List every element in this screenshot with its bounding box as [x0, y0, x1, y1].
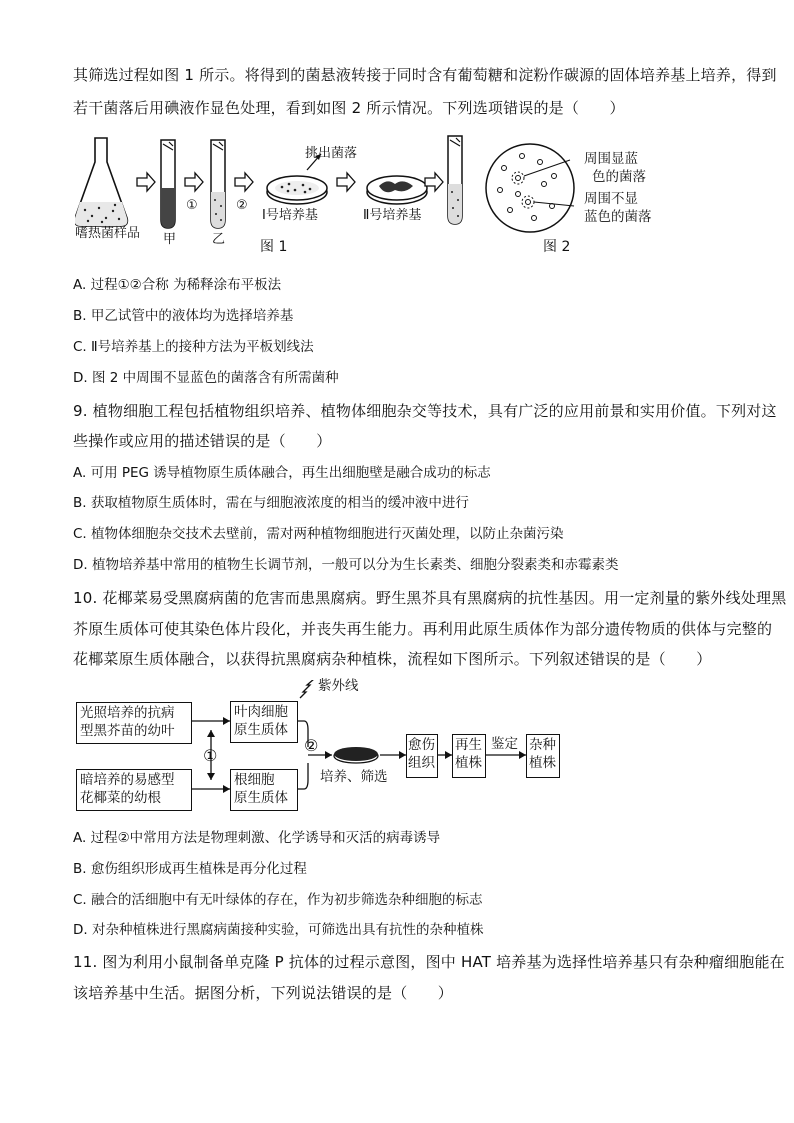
q9-option-a: A. 可用 PEG 诱导植物原生质体融合，再生出细胞壁是融合成功的标志	[73, 465, 491, 481]
flow-box-black-mustard-leaf	[76, 702, 192, 744]
flow-box-callus	[406, 734, 438, 778]
noblue-colony-label-2: 蓝色的菌落	[584, 209, 652, 225]
q9-stem-line-2: 些操作或应用的描述错误的是（ ）	[73, 432, 332, 450]
flow-box-e-line-2: 组织	[408, 755, 435, 771]
flow-box-root-protoplast	[230, 769, 298, 811]
plate-2-label: Ⅱ号培养基	[363, 208, 422, 223]
q10-option-d: D. 对杂种植株进行黑腐病菌接种实验，可筛选出具有抗性的杂种植株	[73, 922, 484, 938]
step-1-marker: ①	[186, 198, 198, 213]
test-tube-icon	[448, 136, 462, 224]
uv-label: 紫外线	[318, 678, 359, 694]
flow-step-2-marker: ②	[304, 736, 319, 755]
flow-box-cauliflower-root	[76, 769, 192, 811]
flow-box-d-line-1: 根细胞	[234, 772, 275, 788]
hollow-arrow-icon	[337, 173, 355, 191]
tube-a-label: 甲	[163, 232, 177, 247]
flow-box-hybrid-plant	[526, 734, 560, 778]
flow-box-b-line-2: 花椰菜的幼根	[80, 790, 161, 806]
flow-box-c-line-1: 叶肉细胞	[234, 704, 288, 720]
q8-option-b: B. 甲乙试管中的液体均为选择培养基	[73, 308, 294, 324]
flow-box-d-line-2: 原生质体	[234, 790, 288, 806]
flow-box-g-line-1: 杂种	[529, 737, 556, 753]
hollow-arrow-icon	[137, 173, 155, 191]
q10-stem-line-3: 花椰菜原生质体融合，以获得抗黑腐病杂种植株，流程如下图所示。下列叙述错误的是（ ）	[73, 650, 712, 668]
blue-colony-label-2: 色的菌落	[592, 169, 646, 185]
flow-step-1-marker: ①	[203, 746, 218, 765]
q10-option-c: C. 融合的活细胞中有无叶绿体的存在，作为初步筛选杂种细胞的标志	[73, 892, 483, 908]
q8-option-a: A. 过程①②合称 为稀释涂布平板法	[73, 277, 282, 293]
culture-screen-label: 培养、筛选	[320, 769, 388, 785]
flow-box-mesophyll-protoplast	[230, 701, 298, 743]
hollow-arrow-icon	[235, 173, 253, 191]
flow-box-a-line-2: 型黑芥苗的幼叶	[80, 723, 175, 739]
hollow-arrow-icon	[185, 173, 203, 191]
flow-box-a-line-1: 光照培养的抗病	[80, 705, 175, 721]
tube-b-label: 乙	[212, 232, 226, 247]
q11-stem-line-1: 11. 图为利用小鼠制备单克隆 P 抗体的过程示意图，图中 HAT 培养基为选择性培养基只有杂种瘤细胞能在	[73, 953, 785, 971]
q8-option-d: D. 图 2 中周围不显蓝色的菌落含有所需菌种	[73, 370, 339, 386]
step-2-marker: ②	[236, 198, 248, 213]
flow-box-c-line-2: 原生质体	[234, 722, 288, 738]
q8-option-c: C. Ⅱ号培养基上的接种方法为平板划线法	[73, 339, 314, 355]
flow-box-f-line-2: 植株	[455, 755, 482, 771]
figure-2-plate	[482, 140, 592, 236]
flask-icon	[75, 138, 127, 226]
q8-intro-line-1: 其筛选过程如图 1 所示。将得到的菌悬液转接于同时含有葡萄糖和淀粉作碳源的固体培养基上培养，得到	[73, 66, 777, 84]
blue-colony-label-1: 周围显蓝	[584, 151, 638, 167]
q8-intro-line-2: 若干菌落后用碘液作显色处理，看到如图 2 所示情况。下列选项错误的是（ ）	[73, 99, 625, 117]
flow-box-b-line-1: 暗培养的易感型	[80, 772, 175, 788]
q10-option-a: A. 过程②中常用方法是物理刺激、化学诱导和灭活的病毒诱导	[73, 830, 441, 846]
q10-stem-line-1: 10. 花椰菜易受黑腐病菌的危害而患黑腐病。野生黑芥具有黑腐病的抗性基因。用一定剂量的紫外线处理黑	[73, 589, 787, 607]
figure-2-caption: 图 2	[543, 239, 571, 255]
test-tube-icon	[161, 140, 175, 228]
q10-option-b: B. 愈伤组织形成再生植株是再分化过程	[73, 861, 307, 877]
figure-1-caption: 图 1	[260, 239, 288, 255]
sample-label: 嗜热菌样品	[75, 226, 141, 241]
q9-option-c: C. 植物体细胞杂交技术去壁前，需对两种植物细胞进行灭菌处理，以防止杂菌污染	[73, 526, 564, 542]
flow-box-f-line-1: 再生	[455, 737, 482, 753]
petri-dish-icon	[367, 176, 427, 204]
q9-option-b: B. 获取植物原生质体时，需在与细胞液浓度的相当的缓冲液中进行	[73, 495, 469, 511]
q11-stem-line-2: 该培养基中生活。据图分析，下列说法错误的是（ ）	[73, 984, 454, 1002]
pick-colony-label: 挑出菌落	[305, 146, 358, 161]
noblue-colony-label-1: 周围不显	[584, 191, 638, 207]
test-tube-icon	[211, 140, 225, 228]
q9-option-d: D. 植物培养基中常用的植物生长调节剂，一般可以分为生长素类、细胞分裂素类和赤霉素类	[73, 557, 619, 573]
flow-box-g-line-2: 植株	[529, 755, 556, 771]
flow-box-e-line-1: 愈伤	[408, 737, 435, 753]
plate-1-label: Ⅰ号培养基	[262, 208, 318, 223]
identify-label: 鉴定	[491, 736, 518, 752]
petri-dish-icon	[267, 176, 327, 204]
flow-box-regenerated-plant	[452, 734, 486, 778]
q9-stem-line-1: 9. 植物细胞工程包括植物组织培养、植物体细胞杂交等技术，具有广泛的应用前景和实用价值。下列对这	[73, 402, 777, 420]
q10-stem-line-2: 芥原生质体可使其染色体片段化，并丧失再生能力。再利用此原生质体作为部分遗传物质的供体与完整的	[73, 620, 773, 638]
